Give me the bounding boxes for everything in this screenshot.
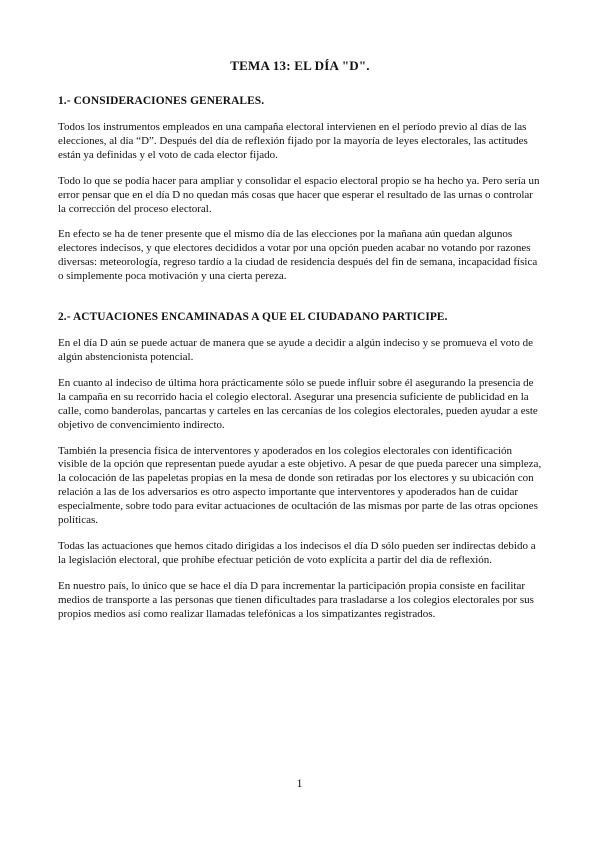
paragraph: En el día D aún se puede actuar de manera que se ayude a decidir a algún indeciso y se promueva el voto de algún abstencionista potencial. bbox=[58, 337, 533, 363]
section-general-considerations bbox=[58, 94, 542, 284]
section-participation-actions bbox=[58, 310, 542, 621]
paragraph: Todas las actuaciones que hemos citado dirigidas a los indecisos el día D sólo pueden ser indirectas debido a la legislación electoral, que prohíbe efectuar petición de voto explícita a partir del día de reflexión. bbox=[58, 539, 536, 566]
paragraph: También la presencia física de interventores y apoderados en los colegios electorales con identificación visible de la opción que representan puede ayudar a este objetivo. A pesar de que pueda parecer una simpleza, la colocación de las papeletas propias en la mesa de donde son retiradas por los electores y su ubicación con relación a las de los adversarios es otro aspecto importante que interventores y apoderados han de cuidar especialmente, sobre todo para evitar actuaciones de ocultación de las mismas por parte de las otras opciones políticas. bbox=[58, 444, 542, 527]
page-number: 1 bbox=[296, 776, 303, 790]
paragraph: En nuestro país, lo único que se hace el día D para incrementar la participación propia consiste en facilitar medios de transporte a las personas que tienen dificultades para trasladarse a los colegios electorales por sus propios medios así como realizar llamadas telefónicas a los simpatizantes registrados. bbox=[58, 579, 534, 620]
section-heading: 1.- CONSIDERACIONES GENERALES. bbox=[58, 95, 265, 107]
paragraph: En efecto se ha de tener presente que el mismo día de las elecciones por la mañana aún quedan algunos electores indecisos, y que electores decididos a votar por una opción pueden acabar no votando por razones diversas: meteorología, regreso tardío a la ciudad de residencia después del fin de semana, incapacidad física o simplemente poca motivación y una cierta pereza. bbox=[58, 228, 538, 283]
document-title: TEMA 13: EL DÍA "D". bbox=[230, 58, 370, 73]
paragraph: Todo lo que se podía hacer para ampliar y consolidar el espacio electoral propio se ha hecho ya. Pero sería un error pensar que en el día D no quedan más cosas que hacer que esperar el resultado de las urnas o controlar la corrección del proceso electoral. bbox=[58, 174, 540, 215]
paragraph: En cuanto al indeciso de última hora prácticamente sólo se puede influir sobre él asegurando la presencia de la campaña en su recorrido hacia el colegio electoral. Asegurar una presencia suficiente de publicidad en la calle, como banderolas, pancartas y carteles en las cercanías de los colegios electorales, pueden ayudar a este objetivo de convencimiento indirecto. bbox=[58, 376, 538, 431]
section-heading: 2.- ACTUACIONES ENCAMINADAS A QUE EL CIUDADANO PARTICIPE. bbox=[58, 311, 448, 324]
paragraph: Todos los instrumentos empleados en una campaña electoral intervienen en el período previo al días de las elecciones, al día “D”. Después del día de reflexión fijado por la mayoría de leyes electorales, las actitudes están ya definidas y el voto de cada elector fijado. bbox=[58, 121, 528, 161]
